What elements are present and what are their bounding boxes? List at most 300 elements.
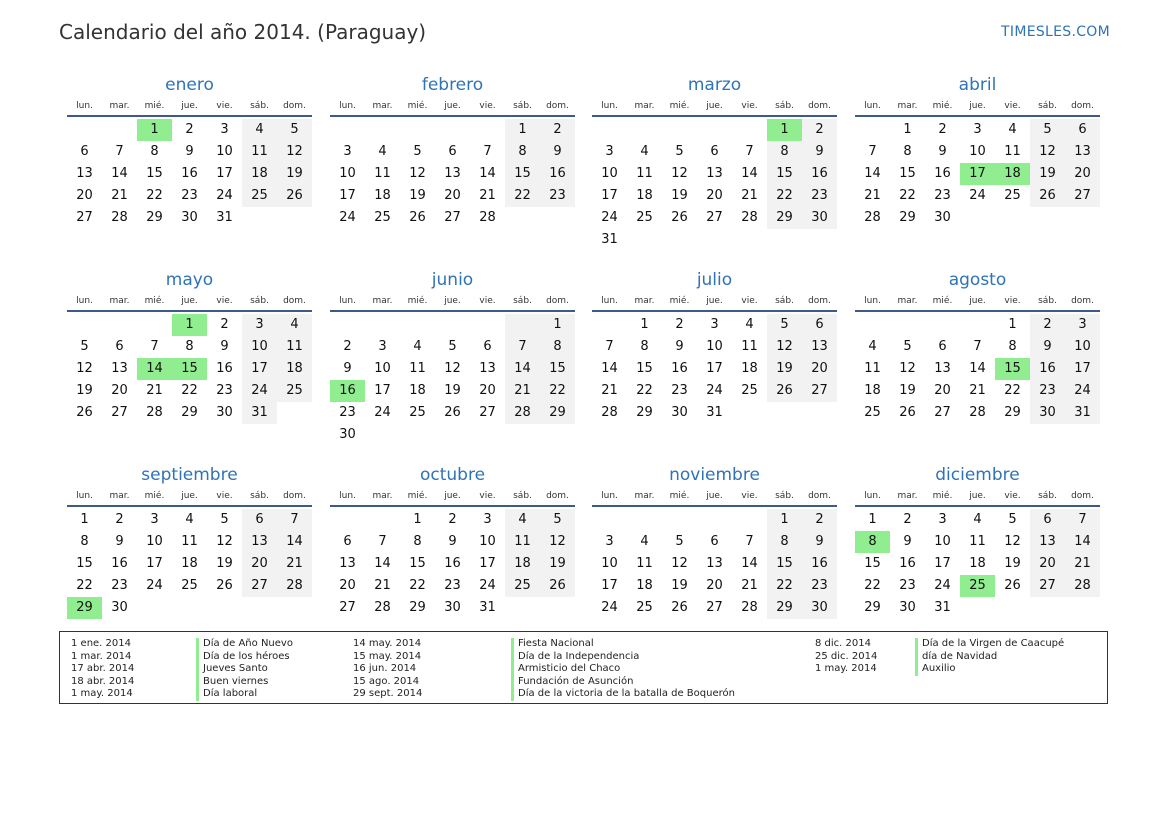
day-cell: 11 [374,166,391,181]
week-row [592,336,837,358]
day-cell: 27 [111,405,128,420]
day-cell: 11 [242,141,277,163]
week-row [67,163,312,185]
week-row [855,141,1100,163]
empty-cell [592,314,627,336]
weekday-label: mié. [932,296,953,306]
holiday-date: 1 ene. 2014 [71,638,131,649]
day-cell: 7 [150,339,159,354]
day-cell: 3 [605,534,614,549]
day-cell: 7 [868,144,877,159]
day-cell: 8 [767,141,802,163]
day-cell: 3 [938,512,947,527]
day-cell: 15 [172,358,207,380]
empty-cell [67,119,102,141]
holiday-dates-column [71,638,134,701]
month-name: septiembre [141,465,238,485]
day-cell: 3 [220,122,229,137]
day-cell: 15 [409,556,426,571]
day-cell: 4 [378,144,387,159]
day-cell: 20 [111,383,128,398]
empty-cell [732,402,767,424]
day-cell: 13 [1030,531,1065,553]
day-cell: 18 [505,553,540,575]
weekday-label: mar. [109,101,130,111]
week-row [330,358,575,380]
day-cell: 16 [111,556,128,571]
month-octubre [330,464,575,619]
day-cell: 29 [146,210,163,225]
day-cell: 22 [636,383,653,398]
empty-cell [1065,597,1100,619]
day-cell: 8 [150,144,159,159]
day-cell: 19 [671,188,688,203]
week-row [67,358,312,380]
empty-cell [505,314,540,336]
holiday-date: 14 may. 2014 [353,638,422,649]
day-cell: 13 [76,166,93,181]
day-cell: 25 [242,185,277,207]
holiday-legend [59,631,1108,704]
day-cell: 18 [995,163,1030,185]
day-cell: 21 [1065,553,1100,575]
day-cell: 12 [409,166,426,181]
day-cell: 7 [277,509,312,531]
holiday-name: Jueves Santo [196,663,293,676]
weekday-label: mar. [372,101,393,111]
day-cell: 18 [969,556,986,571]
day-cell: 6 [242,509,277,531]
day-cell: 9 [448,534,457,549]
day-cell: 31 [242,402,277,424]
week-row [330,336,575,358]
day-cell: 24 [706,383,723,398]
day-cell: 20 [1065,163,1100,185]
day-cell: 14 [741,166,758,181]
weekday-label: jue. [706,101,723,111]
day-cell: 8 [1008,339,1017,354]
weekday-label: lun. [601,491,618,501]
weekday-label: vie. [479,101,496,111]
month-name: enero [165,75,214,95]
day-cell: 6 [710,534,719,549]
weekday-label: vie. [216,491,233,501]
weekday-label: dom. [283,491,306,501]
day-cell: 9 [802,141,837,163]
day-cell: 12 [76,361,93,376]
day-cell: 26 [1004,578,1021,593]
day-cell: 27 [339,600,356,615]
day-cell: 1 [868,512,877,527]
day-cell: 9 [540,141,575,163]
day-cell: 5 [448,339,457,354]
empty-cell [697,119,732,141]
day-cell: 6 [1065,119,1100,141]
day-cell: 7 [745,144,754,159]
day-cell: 22 [181,383,198,398]
day-cell: 6 [115,339,124,354]
day-cell: 2 [448,512,457,527]
day-cell: 29 [540,402,575,424]
day-cell: 15 [76,556,93,571]
day-cell: 10 [479,534,496,549]
day-cell: 1 [137,119,172,141]
day-cell: 17 [601,188,618,203]
holiday-name: Fundación de Asunción [511,676,735,689]
weekday-label: dom. [546,491,569,501]
weekday-header [855,96,1100,117]
day-cell: 21 [479,188,496,203]
day-cell: 21 [277,553,312,575]
day-cell: 17 [960,163,995,185]
day-cell: 2 [938,122,947,137]
day-cell: 20 [802,358,837,380]
week-row [592,380,837,402]
day-cell: 25 [864,405,881,420]
day-cell: 19 [767,358,802,380]
week-row [67,531,312,553]
day-cell: 21 [111,188,128,203]
week-row [855,314,1100,336]
day-cell: 23 [216,383,233,398]
week-row [592,402,837,424]
day-cell: 15 [767,163,802,185]
day-cell: 25 [374,210,391,225]
day-cell: 29 [864,600,881,615]
day-cell: 23 [671,383,688,398]
day-cell: 15 [146,166,163,181]
day-cell: 26 [444,405,461,420]
day-cell: 17 [374,383,391,398]
day-cell: 10 [1065,336,1100,358]
weekday-label: mié. [669,101,690,111]
month-name: noviembre [669,465,760,485]
week-row [855,531,1100,553]
weekday-label: sáb. [1038,296,1057,306]
day-cell: 25 [636,210,653,225]
empty-cell [697,229,732,251]
day-cell: 29 [767,207,802,229]
week-row [330,141,575,163]
day-cell: 27 [934,405,951,420]
weekday-label: sáb. [250,491,269,501]
day-cell: 2 [675,317,684,332]
weekday-label: vie. [1004,491,1021,501]
day-cell: 22 [409,578,426,593]
week-row [330,553,575,575]
empty-cell [330,314,365,336]
day-cell: 28 [277,575,312,597]
weekday-label: jue. [969,101,986,111]
month-junio [330,269,575,446]
day-cell: 2 [115,512,124,527]
day-cell: 29 [767,597,802,619]
holiday-name: Día de los héroes [196,651,293,664]
day-cell: 12 [671,556,688,571]
day-cell: 12 [1004,534,1021,549]
week-row [330,380,575,402]
day-cell: 21 [374,578,391,593]
empty-cell [470,119,505,141]
day-cell: 5 [1030,119,1065,141]
day-cell: 6 [343,534,352,549]
day-cell: 4 [745,317,754,332]
weekday-header [592,291,837,312]
day-cell: 5 [675,534,684,549]
week-row [592,358,837,380]
day-cell: 23 [181,188,198,203]
day-cell: 30 [181,210,198,225]
day-cell: 20 [706,578,723,593]
day-cell: 15 [899,166,916,181]
week-row [330,185,575,207]
day-cell: 30 [216,405,233,420]
day-cell: 11 [505,531,540,553]
day-cell: 14 [137,358,172,380]
day-cell: 9 [903,534,912,549]
empty-cell [960,597,995,619]
day-cell: 9 [185,144,194,159]
weekday-label: mar. [897,491,918,501]
week-row [330,509,575,531]
day-cell: 9 [938,144,947,159]
weekday-label: lun. [339,101,356,111]
day-cell: 24 [601,600,618,615]
day-cell: 6 [448,144,457,159]
holiday-date: 25 dic. 2014 [815,650,878,662]
weekday-label: jue. [444,296,461,306]
weekday-label: dom. [808,491,831,501]
day-cell: 1 [172,314,207,336]
day-cell: 14 [601,361,618,376]
empty-cell [732,119,767,141]
day-cell: 29 [636,405,653,420]
month-name: diciembre [935,465,1020,485]
empty-cell [242,597,277,619]
holiday-name: Día de la Independencia [511,651,735,664]
day-cell: 4 [868,339,877,354]
day-cell: 8 [903,144,912,159]
week-row [330,597,575,619]
day-cell: 14 [741,556,758,571]
month-agosto [855,269,1100,424]
day-cell: 24 [479,578,496,593]
empty-cell [365,314,400,336]
day-cell: 1 [767,119,802,141]
day-cell: 26 [899,405,916,420]
weekday-label: lun. [601,101,618,111]
week-row [67,119,312,141]
empty-cell [505,207,540,229]
day-cell: 31 [1065,402,1100,424]
day-cell: 14 [969,361,986,376]
weekday-label: lun. [864,101,881,111]
day-cell: 22 [76,578,93,593]
week-row [67,207,312,229]
day-cell: 10 [339,166,356,181]
day-cell: 28 [505,402,540,424]
day-cell: 4 [242,119,277,141]
holiday-dates-column [353,638,422,701]
day-cell: 19 [671,578,688,593]
weekday-label: vie. [741,296,758,306]
day-cell: 3 [483,512,492,527]
day-cell: 17 [1065,358,1100,380]
day-cell: 22 [767,575,802,597]
day-cell: 1 [903,122,912,137]
weekday-label: dom. [546,101,569,111]
day-cell: 6 [80,144,89,159]
day-cell: 24 [1065,380,1100,402]
day-cell: 5 [80,339,89,354]
holiday-name: Fiesta Nacional [511,638,735,651]
day-cell: 15 [636,361,653,376]
day-cell: 28 [601,405,618,420]
day-cell: 30 [1030,402,1065,424]
day-cell: 9 [802,531,837,553]
weekday-label: lun. [339,296,356,306]
day-cell: 17 [146,556,163,571]
day-cell: 15 [540,358,575,380]
month-abril [855,74,1100,229]
holiday-date: 17 abr. 2014 [71,663,135,674]
weekday-label: mié. [144,101,165,111]
empty-cell [767,402,802,424]
weekday-label: mié. [669,491,690,501]
day-cell: 8 [185,339,194,354]
week-row [67,336,312,358]
day-cell: 12 [277,141,312,163]
empty-cell [400,424,435,446]
weekday-label: dom. [808,296,831,306]
day-cell: 9 [343,361,352,376]
weekday-label: dom. [808,101,831,111]
week-row [855,553,1100,575]
day-cell: 22 [1004,383,1021,398]
empty-cell [1065,207,1100,229]
day-cell: 4 [413,339,422,354]
empty-cell [277,402,312,424]
week-row [592,141,837,163]
day-cell: 3 [150,512,159,527]
week-row [592,185,837,207]
day-cell: 12 [767,336,802,358]
empty-cell [365,119,400,141]
day-cell: 17 [339,188,356,203]
empty-cell [767,229,802,251]
day-cell: 10 [969,144,986,159]
day-cell: 3 [973,122,982,137]
day-cell: 7 [115,144,124,159]
week-row [855,336,1100,358]
month-marzo [592,74,837,251]
day-cell: 14 [277,531,312,553]
brand-link[interactable]: TIMESLES.COM [1001,24,1110,40]
month-diciembre [855,464,1100,619]
empty-cell [470,424,505,446]
day-cell: 17 [479,556,496,571]
week-row [855,597,1100,619]
day-cell: 2 [185,122,194,137]
empty-cell [435,119,470,141]
day-cell: 28 [374,600,391,615]
day-cell: 19 [540,553,575,575]
day-cell: 3 [343,144,352,159]
weekday-label: lun. [76,101,93,111]
day-cell: 4 [185,512,194,527]
day-cell: 22 [899,188,916,203]
day-cell: 3 [242,314,277,336]
day-cell: 23 [444,578,461,593]
day-cell: 18 [864,383,881,398]
holiday-names-column [511,638,735,701]
day-cell: 14 [864,166,881,181]
day-cell: 21 [969,383,986,398]
day-cell: 11 [277,336,312,358]
weekday-label: dom. [1071,101,1094,111]
day-cell: 5 [277,119,312,141]
day-cell: 12 [1030,141,1065,163]
weekday-label: vie. [1004,101,1021,111]
weekday-label: jue. [444,101,461,111]
empty-cell [137,314,172,336]
day-cell: 21 [741,578,758,593]
day-cell: 17 [934,556,951,571]
weekday-label: mar. [897,296,918,306]
day-cell: 13 [1065,141,1100,163]
day-cell: 13 [339,556,356,571]
month-name: marzo [687,75,742,95]
weekday-label: sáb. [250,296,269,306]
weekday-label: mar. [109,296,130,306]
day-cell: 16 [540,163,575,185]
weekday-label: mié. [144,491,165,501]
empty-cell [662,509,697,531]
day-cell: 13 [706,166,723,181]
week-row [330,424,575,446]
day-cell: 21 [601,383,618,398]
day-cell: 11 [741,339,758,354]
month-enero [67,74,312,229]
day-cell: 19 [216,556,233,571]
day-cell: 5 [903,339,912,354]
weekday-label: sáb. [250,101,269,111]
day-cell: 12 [216,534,233,549]
holiday-date: 29 sept. 2014 [353,688,423,699]
day-cell: 2 [540,119,575,141]
weekday-label: sáb. [775,296,794,306]
day-cell: 21 [505,380,540,402]
week-row [592,119,837,141]
day-cell: 31 [934,600,951,615]
day-cell: 20 [339,578,356,593]
day-cell: 6 [802,314,837,336]
weekday-label: mar. [109,491,130,501]
day-cell: 11 [969,534,986,549]
weekday-label: vie. [1004,296,1021,306]
day-cell: 7 [378,534,387,549]
day-cell: 2 [220,317,229,332]
day-cell: 19 [1004,556,1021,571]
weekday-label: jue. [969,491,986,501]
holiday-names-column [915,638,1064,676]
empty-cell [435,424,470,446]
day-cell: 14 [1065,531,1100,553]
day-cell: 16 [216,361,233,376]
day-cell: 21 [146,383,163,398]
day-cell: 26 [76,405,93,420]
week-row [855,163,1100,185]
